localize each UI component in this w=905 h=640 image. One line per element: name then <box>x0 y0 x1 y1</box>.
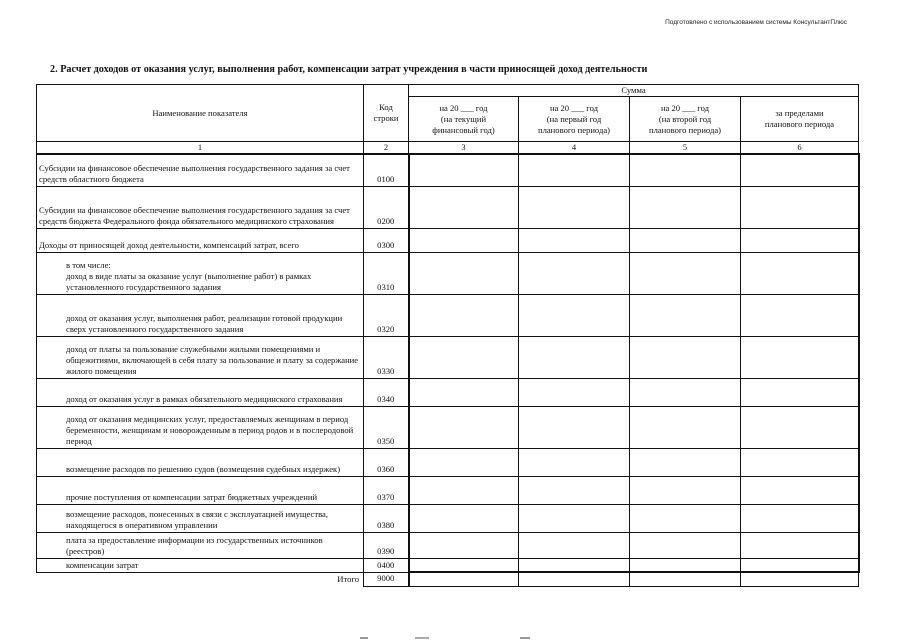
table-row <box>37 448 859 476</box>
row-value-col-3[interactable] <box>409 186 519 228</box>
row-value-col-5[interactable] <box>630 448 741 476</box>
table-row <box>37 228 859 252</box>
source-note: Подготовлено с использованием системы КонсультантПлюс <box>665 19 847 26</box>
row-value-col-4[interactable] <box>519 558 630 572</box>
row-value-col-3[interactable] <box>409 336 519 378</box>
row-name: доход от платы за пользование служебными жилыми помещениями и общежитиями, включающей в себя плату за пользование и плату за содержание жилого помещения <box>37 336 364 378</box>
row-name: Доходы от приносящей доход деятельности, компенсаций затрат, всего <box>37 228 364 252</box>
row-name: Субсидии на финансовое обеспечение выполнения государственного задания за счет средств бюджета Федерального фонда обязательного медицинского страхования <box>37 186 364 228</box>
table-row <box>37 558 859 572</box>
row-code: 0380 <box>364 504 409 532</box>
row-code: 0300 <box>364 228 409 252</box>
income-calculation-table <box>36 84 860 587</box>
row-value-col-5[interactable] <box>630 154 741 186</box>
row-value-col-6[interactable] <box>741 336 859 378</box>
col-index-2: 2 <box>364 142 409 155</box>
row-value-col-4[interactable] <box>519 532 630 558</box>
header-code-column: Код строки <box>364 85 409 142</box>
row-value-col-4[interactable] <box>519 228 630 252</box>
table-body <box>37 154 859 572</box>
row-value-col-5[interactable] <box>630 336 741 378</box>
table-row <box>37 476 859 504</box>
row-code: 0350 <box>364 406 409 448</box>
header-col-4-line3: планового периода) <box>537 124 611 135</box>
col-index-1: 1 <box>37 142 364 155</box>
row-value-col-3[interactable] <box>409 504 519 532</box>
row-code: 0320 <box>364 294 409 336</box>
header-col-4 <box>519 97 630 142</box>
row-code: 0390 <box>364 532 409 558</box>
table-row <box>37 252 859 294</box>
row-value-col-5[interactable] <box>630 228 741 252</box>
header-col-6-line2: планового периода <box>764 119 835 129</box>
row-value-col-5[interactable] <box>630 504 741 532</box>
row-value-col-3[interactable] <box>409 532 519 558</box>
row-code: 0100 <box>364 154 409 186</box>
row-value-col-5[interactable] <box>630 476 741 504</box>
header-col-4-line1: на 20 ___ год <box>549 102 599 113</box>
header-col-3-line2: (на текущий <box>440 113 487 124</box>
col-index-6: 6 <box>741 142 859 155</box>
row-value-col-4[interactable] <box>519 336 630 378</box>
row-value-col-5[interactable] <box>630 558 741 572</box>
table-row <box>37 378 859 406</box>
row-code: 0330 <box>364 336 409 378</box>
row-value-col-3[interactable] <box>409 406 519 448</box>
row-name: возмещение расходов, понесенных в связи с эксплуатацией имущества, находящегося в оперативном управлении <box>37 504 364 532</box>
header-name-column: Наименование показателя <box>37 85 364 142</box>
header-col-3 <box>409 97 519 142</box>
row-value-col-3[interactable] <box>409 558 519 572</box>
row-name: доход от оказания услуг, выполнения работ, реализации готовой продукции сверх установленного государственного задания <box>37 294 364 336</box>
row-value-col-5[interactable] <box>630 532 741 558</box>
scan-edge-artifact <box>0 636 905 640</box>
table-row <box>37 532 859 558</box>
header-col-5-line3: планового периода) <box>648 124 722 135</box>
table-row <box>37 504 859 532</box>
row-name: плата за предоставление информации из государственных источников (реестров) <box>37 532 364 558</box>
row-name: возмещение расходов по решению судов (возмещения судебных издержек) <box>37 448 364 476</box>
row-value-col-3[interactable] <box>409 228 519 252</box>
row-value-col-3[interactable] <box>409 448 519 476</box>
row-code: 0370 <box>364 476 409 504</box>
row-name: доход от оказания медицинских услуг, предоставляемых женщинам в период беременности, женщинам и новорожденным в период родов и в послеродовой период <box>37 406 364 448</box>
row-value-col-4[interactable] <box>519 378 630 406</box>
header-col-5 <box>630 97 741 142</box>
total-code: 9000 <box>364 572 409 586</box>
row-value-col-4[interactable] <box>519 154 630 186</box>
row-value-col-6[interactable] <box>741 294 859 336</box>
table-row <box>37 154 859 186</box>
row-value-col-6[interactable] <box>741 406 859 448</box>
row-value-col-6[interactable] <box>741 476 859 504</box>
total-label: Итого <box>37 572 364 586</box>
row-value-col-3[interactable] <box>409 378 519 406</box>
header-col-6-line1: за пределами <box>775 108 824 118</box>
row-value-col-3[interactable] <box>409 154 519 186</box>
col-index-5: 5 <box>630 142 741 155</box>
header-col-5-line2: (на второй год <box>658 113 712 124</box>
row-value-col-5[interactable] <box>630 406 741 448</box>
row-name: доход от оказания услуг в рамках обязательного медицинского страхования <box>37 378 364 406</box>
row-value-col-4[interactable] <box>519 448 630 476</box>
total-value-3 <box>409 572 519 586</box>
row-code: 0360 <box>364 448 409 476</box>
row-code: 0200 <box>364 186 409 228</box>
row-value-col-4[interactable] <box>519 504 630 532</box>
total-value-6 <box>741 572 859 586</box>
row-value-col-5[interactable] <box>630 186 741 228</box>
row-value-col-4[interactable] <box>519 252 630 294</box>
row-value-col-3[interactable] <box>409 476 519 504</box>
header-col-4-line2: (на первый год <box>546 113 602 124</box>
row-value-col-4[interactable] <box>519 186 630 228</box>
col-index-3: 3 <box>409 142 519 155</box>
row-name: компенсации затрат <box>37 558 364 572</box>
row-value-col-3[interactable] <box>409 294 519 336</box>
row-value-col-6[interactable] <box>741 228 859 252</box>
row-value-col-3[interactable] <box>409 252 519 294</box>
row-value-col-5[interactable] <box>630 294 741 336</box>
row-value-col-6[interactable] <box>741 186 859 228</box>
header-col-3-line1: на 20 ___ год <box>439 102 488 113</box>
row-value-col-6[interactable] <box>741 558 859 572</box>
total-value-5 <box>630 572 741 586</box>
table-row <box>37 294 859 336</box>
row-value-col-6[interactable] <box>741 532 859 558</box>
row-value-col-4[interactable] <box>519 294 630 336</box>
row-value-col-5[interactable] <box>630 252 741 294</box>
row-value-col-6[interactable] <box>741 504 859 532</box>
header-col-3-line3: финансовый год) <box>432 124 495 135</box>
row-value-col-6[interactable] <box>741 154 859 186</box>
row-name: прочие поступления от компенсации затрат бюджетных учреждений <box>37 476 364 504</box>
total-value-4 <box>519 572 630 586</box>
table-row <box>37 186 859 228</box>
row-code: 0310 <box>364 252 409 294</box>
header-col-6 <box>741 97 859 142</box>
row-value-col-5[interactable] <box>630 378 741 406</box>
table-row <box>37 406 859 448</box>
row-code: 0400 <box>364 558 409 572</box>
col-index-4: 4 <box>519 142 630 155</box>
row-name: в том числе: доход в виде платы за оказание услуг (выполнение работ) в рамках установленного государственного задания <box>37 252 364 294</box>
row-value-col-6[interactable] <box>741 378 859 406</box>
section-title: 2. Расчет доходов от оказания услуг, выполнения работ, компенсации затрат учреждения в части приносящей доход деятельности <box>50 64 648 75</box>
row-value-col-4[interactable] <box>519 476 630 504</box>
table-row <box>37 336 859 378</box>
total-row <box>37 572 859 586</box>
row-value-col-6[interactable] <box>741 448 859 476</box>
row-name: Субсидии на финансовое обеспечение выполнения государственного задания за счет средств областного бюджета <box>37 154 364 186</box>
row-value-col-4[interactable] <box>519 406 630 448</box>
row-value-col-6[interactable] <box>741 252 859 294</box>
header-sum-group: Сумма <box>409 85 859 97</box>
header-col-5-line1: на 20 ___ год <box>660 102 710 113</box>
row-code: 0340 <box>364 378 409 406</box>
